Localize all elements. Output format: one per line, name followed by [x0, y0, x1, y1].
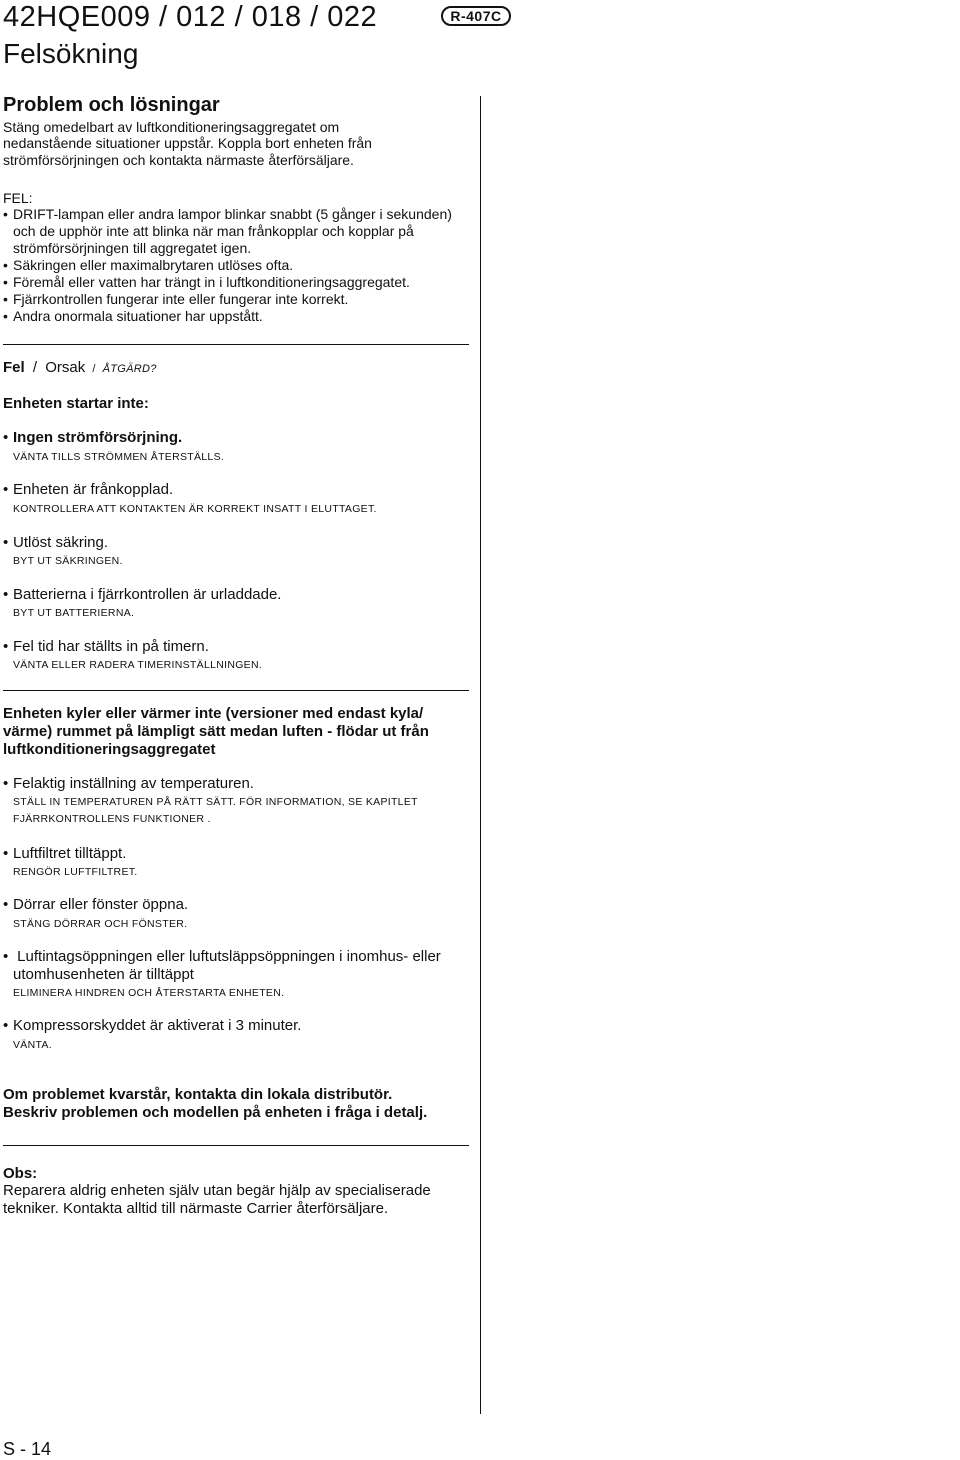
divider: [3, 690, 469, 691]
fel-label: FEL:: [3, 190, 33, 206]
note-text: [3, 1182, 469, 1217]
problem-item: • Felaktig inställning av temperaturen.: [3, 775, 479, 793]
problem-item: • Kompressorskyddet är aktiverat i 3 minuter.: [3, 1017, 479, 1035]
problem-item: • Utlöst säkring.: [3, 534, 479, 552]
problem-item: • Enheten är frånkopplad.: [3, 481, 479, 499]
problem-line: utomhusenheten är tilltäppt: [13, 966, 194, 983]
action-text: VÄNTA ELLER RADERA TIMERINSTÄLLNINGEN.: [13, 659, 263, 671]
action-line: FJÄRRKONTROLLENS FUNKTIONER .: [13, 813, 211, 825]
problem-text: Ingen strömförsörjning.: [13, 429, 183, 446]
problem-item: [3, 948, 479, 984]
action-text: VÄNTA.: [13, 1039, 52, 1051]
action-line: STÄLL IN TEMPERATUREN PÅ RÄTT SÄTT. FÖR INFORMATION, SE KAPITLET: [13, 796, 418, 808]
intro-line: strömförsörjningen och kontakta närmaste återförsäljare.: [3, 151, 354, 168]
closing-note: [3, 1086, 469, 1122]
intro-line: Stäng omedelbart av luftkonditioneringsaggregatet om: [3, 119, 340, 135]
closing-line: Om problemet kvarstår, kontakta din lokala distributör.: [3, 1086, 393, 1103]
problem-item: [3, 429, 479, 447]
heading-line: luftkonditioneringsaggregatet: [3, 741, 216, 758]
action-text: STÄNG DÖRRAR OCH FÖNSTER.: [13, 918, 188, 930]
legend-separator: /: [32, 359, 38, 376]
problem-item: • Batterierna i fjärrkontrollen är urladdade.: [3, 586, 479, 604]
page-title: Felsökning: [3, 38, 139, 69]
action-text: RENGÖR LUFTFILTRET.: [13, 866, 138, 878]
legend-fel: Fel: [3, 359, 25, 376]
list-item: • Fjärrkontrollen fungerar inte eller fungerar inte korrekt.: [3, 291, 463, 308]
list-item: • Föremål eller vatten har trängt in i luftkonditioneringsaggregatet.: [3, 274, 463, 291]
list-item: • Andra onormala situationer har uppstått.: [3, 308, 463, 325]
action-text: BYT UT SÄKRINGEN.: [13, 555, 123, 567]
section-heading: Problem och lösningar: [3, 94, 220, 116]
page-number: S - 14: [3, 1439, 52, 1459]
divider: [3, 344, 469, 345]
action-text: VÄNTA TILLS STRÖMMEN ÅTERSTÄLLS.: [13, 451, 225, 463]
divider: [3, 1145, 469, 1146]
closing-line: Beskriv problemen och modellen på enheten i fråga i detalj.: [3, 1104, 428, 1121]
problem-line: Luftintagsöppningen eller luftutsläppsöppningen i inomhus- eller: [17, 948, 441, 965]
list-item: • Säkringen eller maximalbrytaren utlöses ofta.: [3, 257, 463, 274]
list-item: • DRIFT-lampan eller andra lampor blinkar snabbt (5 gånger i sekunden) och de upphör inte att blinka när man frånkopplar och kopplar på strömförsörjningen till aggregatet igen.: [3, 206, 463, 257]
action-text: KONTROLLERA ATT KONTAKTEN ÄR KORREKT INSATT I ELUTTAGET.: [13, 503, 377, 515]
note-line: Reparera aldrig enheten själv utan begär hjälp av specialiserade: [3, 1182, 431, 1199]
action-text: [13, 794, 453, 827]
model-numbers: 42HQE009 / 012 / 018 / 022: [3, 1, 378, 33]
refrigerant-badge: R-407C: [441, 6, 511, 26]
action-text: ELIMINERA HINDREN OCH ÅTERSTARTA ENHETEN.: [13, 987, 285, 999]
heading-line: Enheten kyler eller värmer inte (versioner med endast kyla/: [3, 705, 424, 722]
intro-line: nedanstående situationer uppstår. Koppla bort enheten från: [3, 135, 372, 152]
fel-list: [3, 206, 463, 325]
note-line: tekniker. Kontakta alltid till närmaste Carrier återförsäljare.: [3, 1199, 389, 1217]
legend: [3, 359, 469, 378]
intro-paragraph: [3, 119, 469, 168]
problem-item: • Fel tid har ställts in på timern.: [3, 638, 479, 656]
problem-item: • Luftfiltret tilltäppt.: [3, 845, 479, 863]
section-heading: [3, 705, 469, 759]
legend-separator: /: [92, 363, 96, 375]
section-heading: Enheten startar inte:: [3, 395, 149, 412]
legend-atgard: ÅTGÄRD?: [102, 363, 157, 375]
note-label: Obs:: [3, 1165, 38, 1182]
column-divider: [480, 96, 481, 1414]
legend-orsak: Orsak: [45, 359, 86, 376]
problem-item: • Dörrar eller fönster öppna.: [3, 896, 479, 914]
action-text: BYT UT BATTERIERNA.: [13, 607, 135, 619]
heading-line: värme) rummet på lämpligt sätt medan luften - flödar ut från: [3, 723, 429, 740]
